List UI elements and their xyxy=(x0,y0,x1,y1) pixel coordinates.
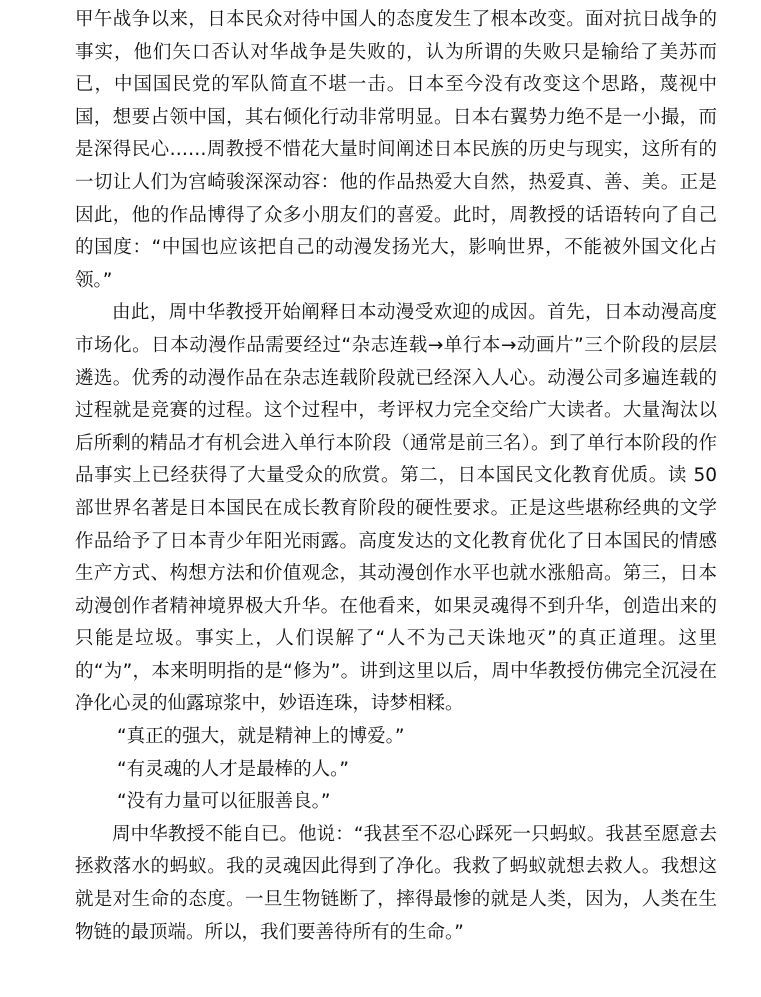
quote-line: “真正的强大，就是精神上的博爱。” xyxy=(117,726,405,748)
paragraph-closing: 周中华教授不能自已。他说：“我甚至不忍心踩死一只蚂蚁。我甚至愿意去拯救落水的蚂蚁。我的灵魂因此得到了净化。我救了蚂蚁就想去救人。我想这就是对生命的态度。一旦生物链断了，摔得最惨的就是人类，因为，人类在生物链的最顶端。所以，我们要善待所有的生命。” xyxy=(75,823,717,943)
quote-line: “有灵魂的人才是最棒的人。” xyxy=(117,758,349,780)
paragraph-anime-reasons: 由此，周中华教授开始阐释日本动漫受欢迎的成因。首先，日本动漫高度市场化。日本动漫作品需要经过“杂志连载→单行本→动画片”三个阶段的层层遴选。优秀的动漫作品在杂志连载阶段就已经深入人心。动漫公司多遍连载的过程就是竞赛的过程。这个过程中，考评权力完全交给广大读者。大量淘汰以后所剩的精品才有机会进入单行本阶段（通常是前三名）。到了单行本阶段的作品事实上已经获得了大量受众的欣赏。第二，日本国民文化教育优质。读 50 部世界名著是日本国民在成长教育阶段的硬性要求。正是这些堪称经典的文学作品给予了日本青少年阳光雨露。高度发达的文化教育优化了日本国民的情感生产方式、构想方法和价值观念，其动漫创作水平也就水涨船高。第三，日本动漫创作者精神境界极大升华。在他看来，如果灵魂得不到升华，创造出来的只能是垃圾。事实上，人们误解了“人不为己天诛地灭”的真正道理。这里的“为”，本来明明指的是“修为”。讲到这里以后，周中华教授仿佛完全沉浸在净化心灵的仙露琼浆中，妙语连珠，诗梦相糅。 xyxy=(75,302,717,715)
paragraph-continuation: 甲午战争以来，日本民众对待中国人的态度发生了根本改变。面对抗日战争的事实，他们矢口否认对华战争是失败的，认为所谓的失败只是输给了美苏而已，中国国民党的军队简直不堪一击。日本至今没有改变这个思路，蔑视中国，想要占领中国，其右倾化行动非常明显。日本右翼势力绝不是一小撮，而是深得民心……周教授不惜花大量时间阐述日本民族的历史与现实，这所有的一切让人们为宫崎骏深深动容：他的作品热爱大自然，热爱真、善、美。正是因此，他的作品博得了众多小朋友们的喜爱。此时，周教授的话语转向了自己的国度：“中国也应该把自己的动漫发扬光大，影响世界，不能被外国文化占领。” xyxy=(75,9,717,291)
quote-line: “没有力量可以征服善良。” xyxy=(117,791,331,813)
